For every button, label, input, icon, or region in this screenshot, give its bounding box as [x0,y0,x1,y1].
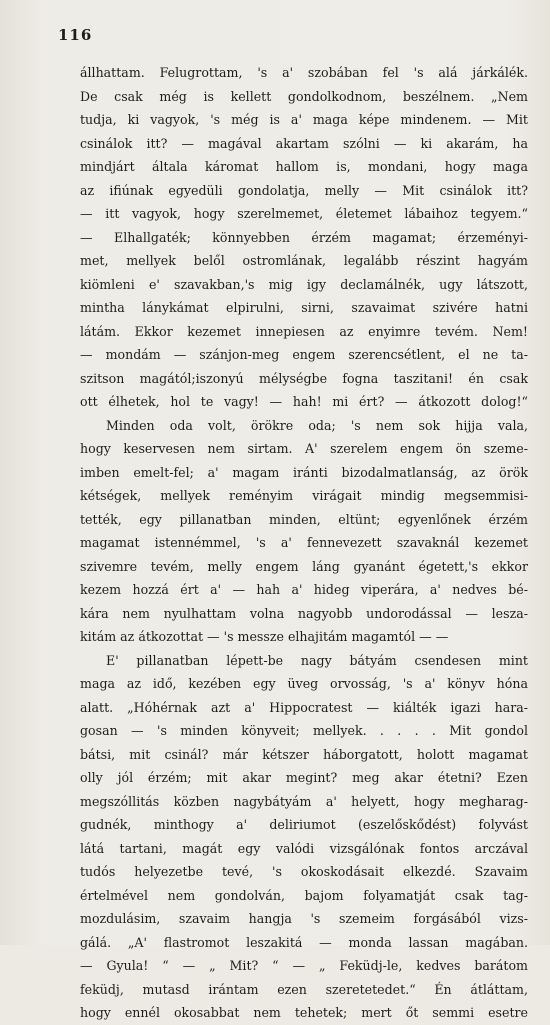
text-line: gálá. „A' flastromot leszakitá — monda lassan magában. [80,934,528,950]
page-number: 116 [58,26,93,44]
text-line: mozdulásim, szavaim hangja 's szemeim forgásából vizs- [80,911,528,926]
text-line: E' pillanatban lépett-be nagy bátyám csendesen mint [106,652,528,668]
text-line: — Elhallgaték; könnyebben érzém magamat; érzeményi- [80,229,528,245]
text-line: látám. Ekkor kezemet innepiesen az enyimre tevém. Nem! [80,323,528,339]
text-line: szivemre tevém, melly engem láng gyanánt égetett,'s ekkor [80,558,528,574]
text-line: szitson magától;iszonyú mélységbe fogna taszitani! én csak [80,370,528,386]
text-line: kezem hozzá ért a' — hah a' hideg viperára, a' nedves bé- [80,582,528,597]
text-line: tudós helyezetbe tevé, 's okoskodásait elkezdé. Szavaim [80,864,528,879]
text-line: tették, egy pillanatban minden, eltünt; egyenlőnek érzém [80,511,528,527]
text-line: imben emelt-fel; a' magam iránti bizodalmatlanság, az örök [80,464,528,480]
text-line: hogy ennél okosabbat nem tehetek; mert őt semmi esetre [80,1005,528,1020]
text-line: megszóllitás közben nagybátyám a' helyett, hogy megharag- [80,793,528,809]
text-line: kiömleni e' szavakban,'s mig igy declamálnék, ugy látszott, [80,276,528,292]
text-line: De csak még is kellett gondolkodnom, beszélnem. „Nem [80,88,528,104]
text-line: feküdj, mutasd irántam ezen szeretetedet.“ Én átláttam, [80,981,528,997]
page-body-text [80,61,528,1025]
text-line: tudja, ki vagyok, 's még is a' maga képe mindenem. — Mit [80,112,528,127]
text-line: kitám az átkozottat — 's messze elhajitám magamtól — — [80,629,449,644]
text-line: maga az idő, kezében egy üveg orvosság, 's a' könyv hóna [80,676,528,691]
text-line: kétségek, mellyek reményim virágait mindig megsemmisi- [80,488,528,503]
text-line: mindjárt általa káromat hallom is, mondani, hogy maga [80,159,528,174]
text-line: — mondám — szánjon-meg engem szerencsétlent, el ne ta- [80,347,528,362]
text-line: ott élhetek, hol te vagy! — hah! mi ért? — átkozott dolog!“ [80,394,528,409]
text-line: kára nem nyulhattam volna nagyobb undorodással — lesza- [80,605,528,621]
text-line: bátsi, mit csinál? már kétszer háborgatott, holott magamat [80,746,528,762]
text-line: értelmével nem gondolván, bajom folyamatját csak tag- [80,887,528,903]
text-line: — Gyula! “ — „ Mit? “ — „ Feküdj-le, kedves barátom [80,958,528,973]
text-line: Minden oda volt, örökre oda; 's nem sok hijja vala, [106,417,528,433]
text-line: mintha lánykámat elpirulni, sirni, szavaimat szivére hatni [80,300,528,315]
text-line: met, mellyek belől ostromlának, legalább részint hagyám [80,253,528,268]
text-line: — itt vagyok, hogy szerelmemet, életemet lábaihoz tegyem.“ [80,206,528,221]
text-line: alatt. „Hóhérnak azt a' Hippocratest — kiálték igazi hara- [80,699,528,715]
text-line: csinálok itt? — magával akartam szólni — ki akarám, ha [80,135,528,151]
text-line: magamat istennémmel, 's a' fennevezett szavaknál kezemet [80,535,528,550]
text-line: gudnék, minthogy a' deliriumot (eszelőskődést) folyvást [80,817,528,832]
text-line: hogy keservesen nem sirtam. A' szerelem engem ön szeme- [80,441,528,456]
text-line: gosan — 's minden könyveit; mellyek. . . . . Mit gondol [80,723,528,738]
text-line: az ifiúnak egyedüli gondolatja, melly — Mit csinálok itt? [80,182,528,198]
text-line: látá tartani, magát egy valódi vizsgálónak fontos arczával [80,840,528,856]
text-line: olly jól érzém; mit akar megint? meg akar étetni? Ezen [80,770,528,785]
text-line: állhattam. Felugrottam, 's a' szobában fel 's alá járkálék. [80,65,528,80]
